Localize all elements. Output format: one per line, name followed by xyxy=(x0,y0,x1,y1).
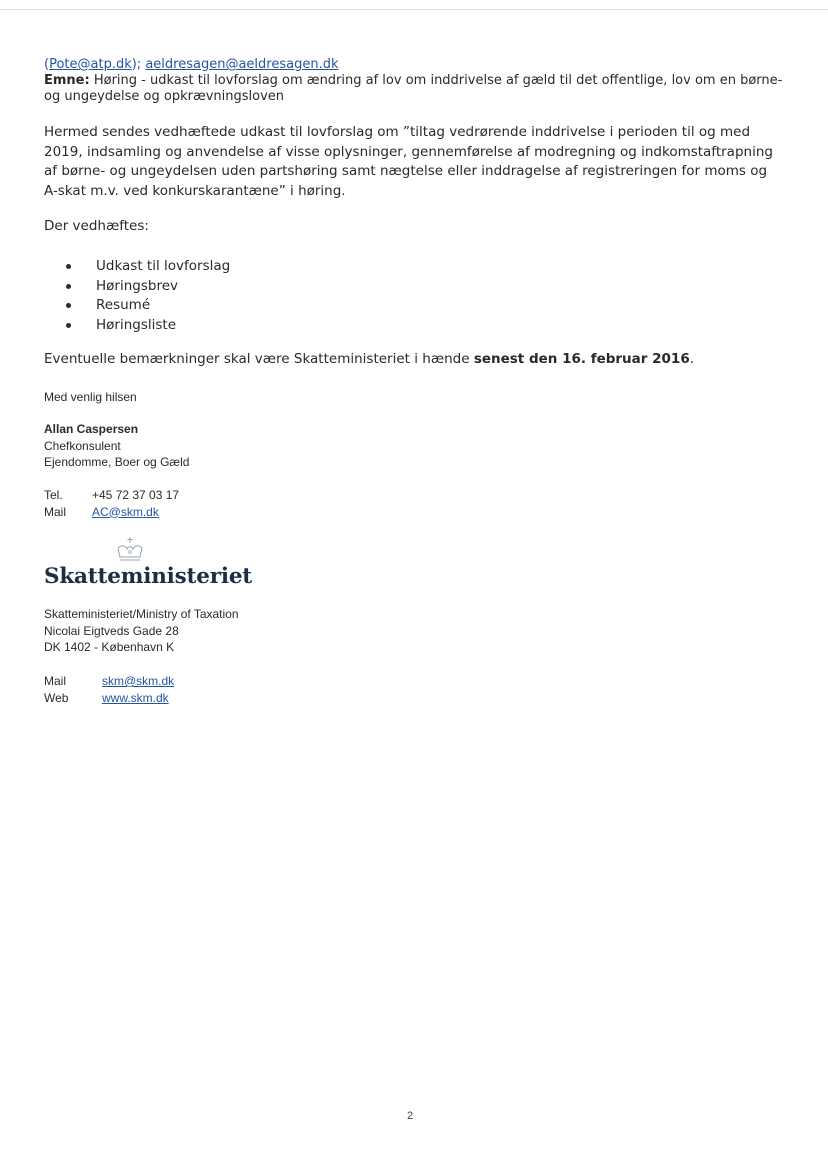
ministry-address xyxy=(44,606,239,656)
mail-label: Mail xyxy=(44,504,67,519)
subject-text: Høring - udkast til lovforslag om ændring af lov om inddrivelse af gæld til det offentlige, lov om en børne- og ungeydelse og opkrævningsloven xyxy=(44,73,783,104)
ministry-mail-row xyxy=(44,673,174,690)
ministry-mail-label: Mail xyxy=(44,674,67,688)
list-item: Resumé xyxy=(62,296,230,316)
recipient-link-1[interactable]: Pote@atp.dk xyxy=(49,57,132,72)
signer-mail-link[interactable]: AC@skm.dk xyxy=(92,504,159,519)
ministry-full-name: Skatteministeriet/Ministry of Taxation xyxy=(44,607,239,621)
ministry-street: Nicolai Eigtveds Gade 28 xyxy=(44,623,179,638)
top-divider xyxy=(0,9,828,10)
tel-row xyxy=(44,487,179,504)
ministry-web-row xyxy=(44,690,174,707)
list-item: Høringsbrev xyxy=(62,277,230,297)
list-item: Udkast til lovforslag xyxy=(62,257,230,277)
signer-title: Chefkonsulent xyxy=(44,438,121,453)
recipients-line xyxy=(44,57,784,73)
remark-end: . xyxy=(689,351,695,367)
attachments-list xyxy=(62,257,230,335)
recipients-open: ( xyxy=(44,57,50,72)
remark-deadline: senest den 16. februar 2016 xyxy=(473,351,690,367)
subject-line xyxy=(44,73,784,105)
ministry-web-link[interactable]: www.skm.dk xyxy=(102,690,169,705)
greeting: Med venlig hilsen xyxy=(44,390,137,404)
signer-name: Allan Caspersen xyxy=(44,422,139,436)
ministry-web-label: Web xyxy=(44,690,69,705)
deadline-remark xyxy=(44,351,784,367)
mail-row xyxy=(44,504,179,521)
ministry-logo-text: Skatteministeriet xyxy=(44,564,253,589)
list-item: Høringsliste xyxy=(62,316,230,336)
subject-label: Emne: xyxy=(44,73,90,88)
recipient-link-2[interactable]: aeldresagen@aeldresagen.dk xyxy=(145,57,339,72)
attachments-label: Der vedhæftes: xyxy=(44,218,149,234)
signer-department: Ejendomme, Boer og Gæld xyxy=(44,455,190,469)
ministry-mail-link[interactable]: skm@skm.dk xyxy=(102,674,175,688)
signer-contact xyxy=(44,487,179,520)
remark-text: Eventuelle bemærkninger skal være Skatteministeriet i hænde xyxy=(44,351,474,367)
tel-value: +45 72 37 03 17 xyxy=(92,488,180,502)
ministry-contact xyxy=(44,673,174,706)
intro-paragraph: Hermed sendes vedhæftede udkast til lovforslag om ”tiltag vedrørende inddrivelse i perioden til og med 2019, indsamling og anvendelse af visse oplysninger, gennemførelse af modregning og indkomstaftrapning af børne- og ungeydelsen uden partshøring samt nægtelse eller inddragelse af registreringen for moms og A-skat m.v. ved konkurskarantæne” i høring. xyxy=(44,124,773,199)
email-header xyxy=(44,57,784,105)
crown-icon xyxy=(114,536,146,564)
recipients-separator: ); xyxy=(131,57,142,72)
page-number: 2 xyxy=(406,1110,414,1122)
tel-label: Tel. xyxy=(44,488,63,502)
signature-block xyxy=(44,421,189,471)
ministry-city: DK 1402 - København K xyxy=(44,640,175,654)
